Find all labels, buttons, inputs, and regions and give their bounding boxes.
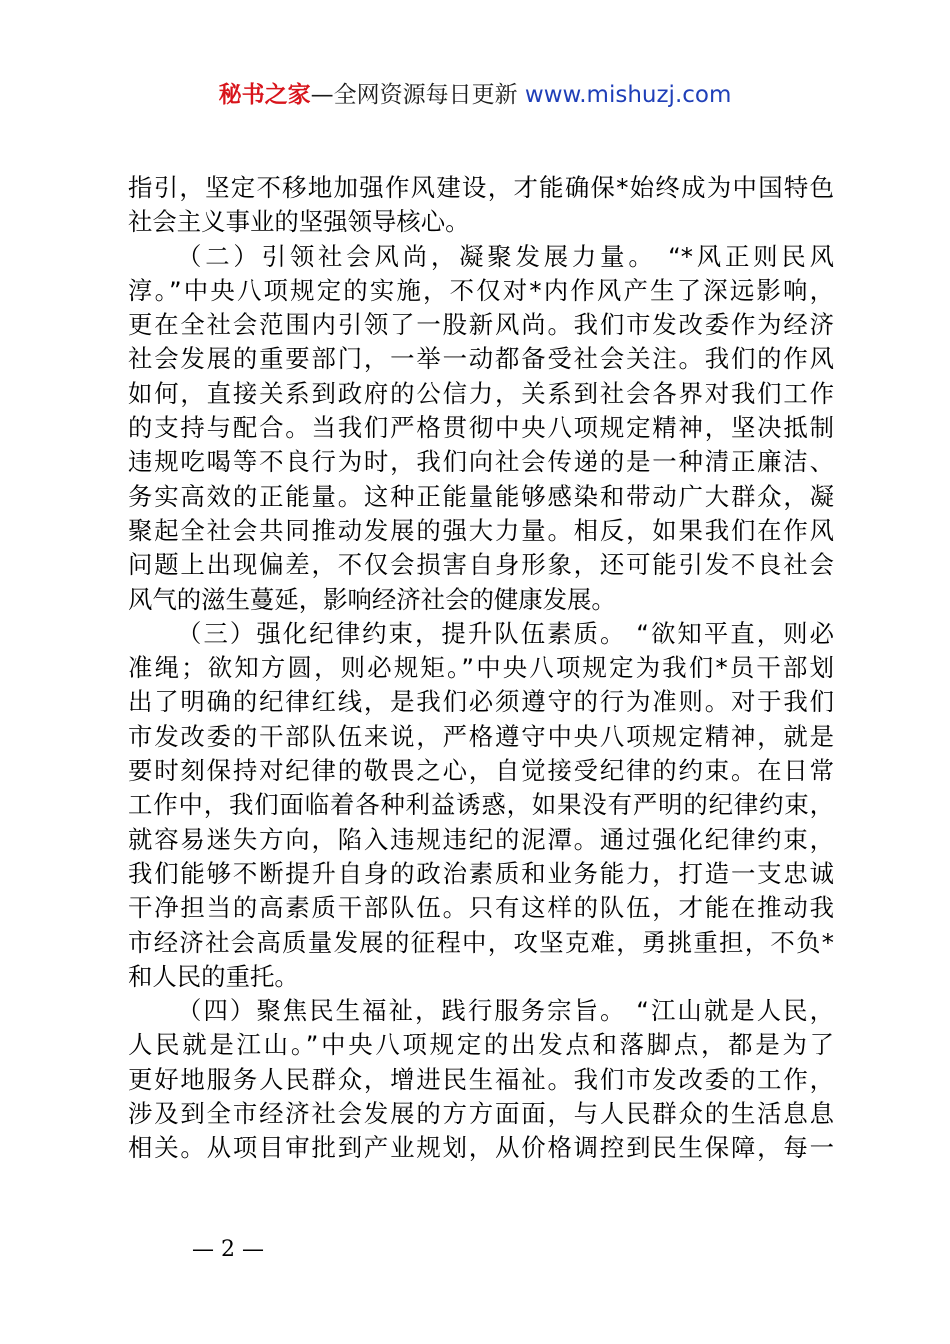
text-line: 的支持与配合。当我们严格贯彻中央八项规定精神，坚决抵制 [128,413,834,443]
text-line: 更好地服务人民群众，增进民生福祉。我们市发改委的工作， [128,1064,834,1094]
text-line: 违规吃喝等不良行为时，我们向社会传递的是一种清正廉洁、 [128,447,834,477]
text-line: （三）强化纪律约束，提升队伍素质。 “欲知平直，则必 [177,618,834,648]
text-line: （二）引领社会风尚，凝聚发展力量。 “*风正则民风 [177,241,834,271]
text-line: 指引，坚定不移地加强作风建设，才能确保*始终成为中国特色 [128,173,834,202]
text-line: 我们能够不断提升自身的政治素质和业务能力，打造一支忠诚 [128,858,834,888]
text-line: 聚起全社会共同推动发展的强大力量。相反，如果我们在作风 [128,515,834,545]
text-line: 市发改委的干部队伍来说，严格遵守中央八项规定精神，就是 [128,721,834,751]
text-line: 更在全社会范围内引领了一股新风尚。我们市发改委作为经济 [128,310,834,340]
text-line: 就容易迷失方向，陷入违规违纪的泥潭。通过强化纪律约束， [128,824,834,854]
text-line: 市经济社会高质量发展的征程中，攻坚克难，勇挑重担，不负* [128,927,834,957]
text-line: 相关。从项目审批到产业规划，从价格调控到民生保障，每一 [128,1133,834,1163]
text-line: 干净担当的高素质干部队伍。只有这样的队伍，才能在推动我 [128,893,834,923]
text-line: 要时刻保持对纪律的敬畏之心，自觉接受纪律的约束。在日常 [128,756,834,786]
text-line: 淳。”中央八项规定的实施，不仅对*内作风产生了深远影响， [128,275,834,305]
document-body [128,171,834,1166]
text-line: 涉及到全市经济社会发展的方方面面，与人民群众的生活息息 [128,1099,834,1129]
text-line: 务实高效的正能量。这种正能量能够感染和带动广大群众，凝 [128,481,834,511]
page-number: — 2 — [192,1237,264,1262]
text-line: 如何，直接关系到政府的公信力，关系到社会各界对我们工作 [128,378,834,408]
text-line: 社会发展的重要部门，一举一动都备受社会关注。我们的作风 [128,344,834,374]
text-line: 社会主义事业的坚强领导核心。 [128,207,470,237]
text-line: 准绳；欲知方圆，则必规矩。”中央八项规定为我们*员干部划 [128,653,834,683]
text-line: 问题上出现偏差，不仅会损害自身形象，还可能引发不良社会 [128,550,834,580]
text-line: 人民就是江山。”中央八项规定的出发点和落脚点，都是为了 [128,1030,834,1060]
text-line: （四）聚焦民生福祉，践行服务宗旨。 “江山就是人民， [177,996,834,1026]
site-tagline: —全网资源每日更新 [310,82,525,108]
text-line: 工作中，我们面临着各种利益诱惑，如果没有严明的纪律约束， [128,790,834,820]
site-header [0,78,950,112]
site-brand: 秘书之家 [218,82,311,108]
text-line: 出了明确的纪律红线，是我们必须遵守的行为准则。对于我们 [128,687,834,717]
text-line: 和人民的重托。 [128,961,299,991]
site-url: www.mishuzj.com [524,82,732,108]
text-line: 风气的滋生蔓延，影响经济社会的健康发展。 [128,584,616,614]
